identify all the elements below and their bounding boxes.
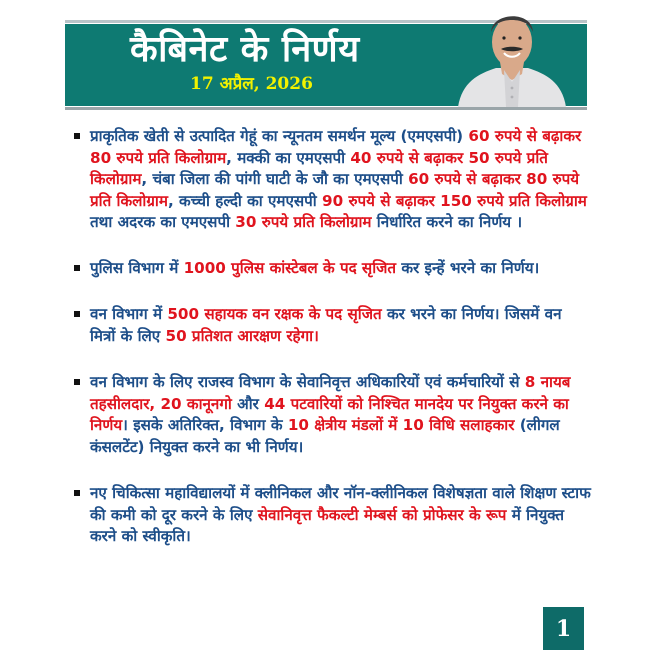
body-text: । इसके अतिरिक्त, विभाग के (122, 416, 288, 434)
body-text: (लीगल कंसलटेंट) नियुक्त करने का भी निर्णय। (90, 416, 560, 456)
body-text: और (231, 394, 265, 413)
body-text: पुलिस विभाग में (90, 258, 184, 277)
highlighted-text: 8 नायब तहसीलदार, 20 कानूनगो (90, 373, 571, 413)
body-text: नए चिकित्सा महाविद्यालयों में क्लीनिकल और नॉन-क्लीनिकल विशेषज्ञता वाले शिक्षण स्टाफ की कमी को दूर करने के लिए (90, 484, 591, 524)
body-text: निर्धारित करने का निर्णय । (371, 213, 523, 231)
body-text: कर इन्हें भरने का निर्णय। (396, 258, 540, 277)
body-text: वन विभाग के लिए राजस्व विभाग के सेवानिवृत्त अधिकारियों एवं कर्मचारियों से (90, 373, 525, 391)
highlighted-text: 500 सहायक वन रक्षक के पद सृजित (167, 305, 382, 323)
body-text: , कच्ची हल्दी का एमएसपी (167, 191, 323, 210)
decision-item (72, 483, 592, 548)
highlighted-text: 10 क्षेत्रीय मंडलों में 10 विधि सलाहकार (287, 416, 515, 434)
square-bullet-icon (74, 311, 80, 317)
decisions-list (72, 126, 592, 573)
body-text: तथा अदरक का एमएसपी (90, 213, 236, 231)
highlighted-text: 90 रुपये से बढ़ाकर 150 रुपये प्रति किलोग्राम (322, 191, 587, 210)
highlighted-text: 40 रुपये से बढ़ाकर 50 रुपये प्रति किलोग्राम (90, 148, 548, 188)
square-bullet-icon (74, 265, 80, 271)
body-text: , चंबा जिला की पांगी घाटी के जौ का एमएसपी (141, 170, 409, 188)
page-number: 1 (543, 607, 584, 650)
highlighted-text: सेवानिवृत्त फैकल्टी मेम्बर्स को प्रोफेसर के रूप (257, 505, 507, 524)
body-text: , मक्की का एमएसपी (226, 148, 351, 167)
highlighted-text: 50 प्रतिशत आरक्षण रहेगा। (165, 326, 319, 345)
square-bullet-icon (74, 133, 80, 139)
body-text: प्राकृतिक खेती से उत्पादित गेहूं का न्यूनतम समर्थन मूल्य (एमएसपी) (90, 127, 469, 145)
header-bottom-rule (65, 107, 587, 110)
decision-item (72, 258, 592, 280)
highlighted-text: 60 रुपये से बढ़ाकर 80 रुपये प्रति किलोग्राम (90, 127, 582, 167)
meeting-date: 17 अप्रैल, 2026 (190, 74, 313, 94)
highlighted-text: 1000 पुलिस कांस्टेबल के पद सृजित (183, 258, 397, 277)
highlighted-text: 30 रुपये प्रति किलोग्राम (235, 213, 372, 231)
page-title: कैबिनेट के निर्णय (130, 29, 360, 70)
body-text: वन विभाग में (90, 305, 168, 323)
body-text: कर भरने का निर्णय। जिसमें वन मित्रों के लिए (90, 305, 562, 345)
decision-item (72, 304, 592, 347)
highlighted-text: 44 पटवारियों को निश्चित मानदेय पर नियुक्त करने का निर्णय (90, 394, 569, 434)
body-text: में नियुक्त करने को स्वीकृति। (90, 505, 565, 545)
square-bullet-icon (74, 490, 80, 496)
decision-item (72, 372, 592, 458)
highlighted-text: 60 रुपये से बढ़ाकर 80 रुपये प्रति किलोग्राम (90, 170, 580, 210)
square-bullet-icon (74, 379, 80, 385)
person-portrait-icon (448, 2, 576, 107)
decision-item (72, 126, 592, 234)
